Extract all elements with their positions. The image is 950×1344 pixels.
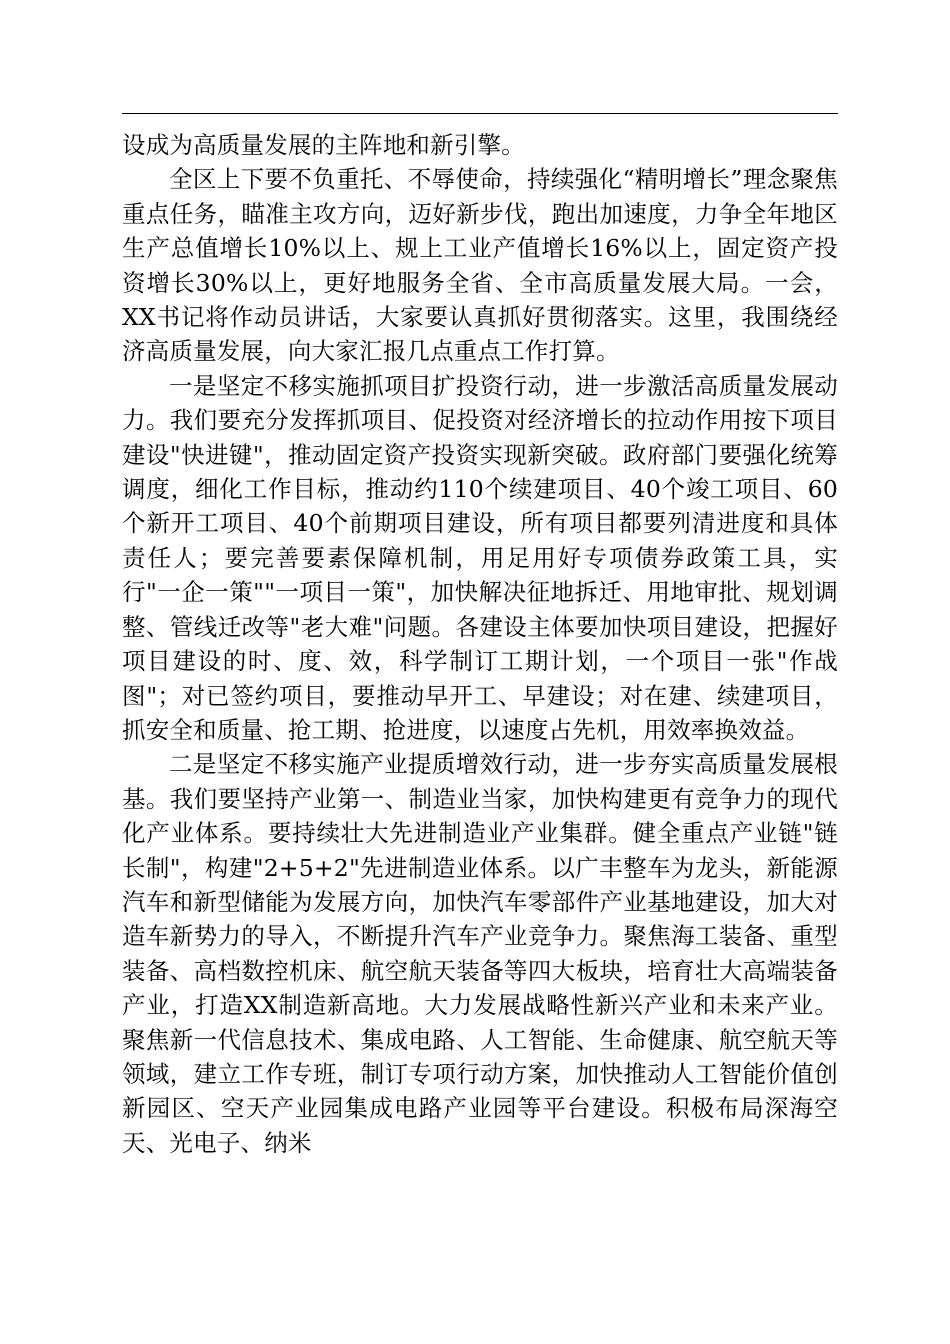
- paragraph-overview: 全区上下要不负重托、不辱使命，持续强化“精明增长”理念聚焦重点任务，瞄准主攻方向，迈好新步伐，跑出加速度，力争全年地区生产总值增长10%以上、规上工业产值增长16%以上，固定资产投资增长30%以上，更好地服务全省、全市高质量发展大局。一会，XX书记将作动员讲话，大家要认真抓好贯彻落实。这里，我围绕经济高质量发展，向大家汇报几点重点工作打算。: [122, 165, 838, 366]
- document-body: [122, 128, 838, 1160]
- header-rule: [122, 113, 838, 114]
- paragraph-continuation: 设成为高质量发展的主阵地和新引擎。: [122, 131, 525, 159]
- paragraph-point-one: 一是坚定不移实施抓项目扩投资行动，进一步激活高质量发展动力。我们要充分发挥抓项目、促投资对经济增长的拉动作用按下项目建设"快进键"，推动固定资产投资实现新突破。政府部门要强化统筹调度，细化工作目标，推动约110个续建项目、40个竣工项目、60个新开工项目、40个前期项目建设，所有项目都要列清进度和具体责任人；要完善要素保障机制，用足用好专项债券政策工具，实行"一企一策""一项目一策"，加快解决征地拆迁、用地审批、规划调整、管线迁改等"老大难"问题。各建设主体要加快项目建设，把握好项目建设的时、度、效，科学制订工期计划，一个项目一张"作战图"；对已签约项目，要推动早开工、早建设；对在建、续建项目，抓安全和质量、抢工期、抢进度，以速度占先机，用效率换效益。: [122, 371, 838, 744]
- paragraph-point-two: 二是坚定不移实施产业提质增效行动，进一步夯实高质量发展根基。我们要坚持产业第一、制造业当家，加快构建更有竞争力的现代化产业体系。要持续壮大先进制造业产业集群。健全重点产业链"链长制"，构建"2+5+2"先进制造业体系。以广丰整车为龙头，新能源汽车和新型储能为发展方向，加快汽车零部件产业基地建设，加大对造车新势力的导入，不断提升汽车产业竞争力。聚焦海工装备、重型装备、高档数控机床、航空航天装备等四大板块，培育壮大高端装备产业，打造XX制造新高地。大力发展战略性新兴产业和未来产业。聚焦新一代信息技术、集成电路、人工智能、生命健康、航空航天等领域，建立工作专班，制订专项行动方案，加快推动人工智能价值创新园区、空天产业园集成电路产业园等平台建设。积极布局深海空天、光电子、纳米: [122, 750, 838, 1157]
